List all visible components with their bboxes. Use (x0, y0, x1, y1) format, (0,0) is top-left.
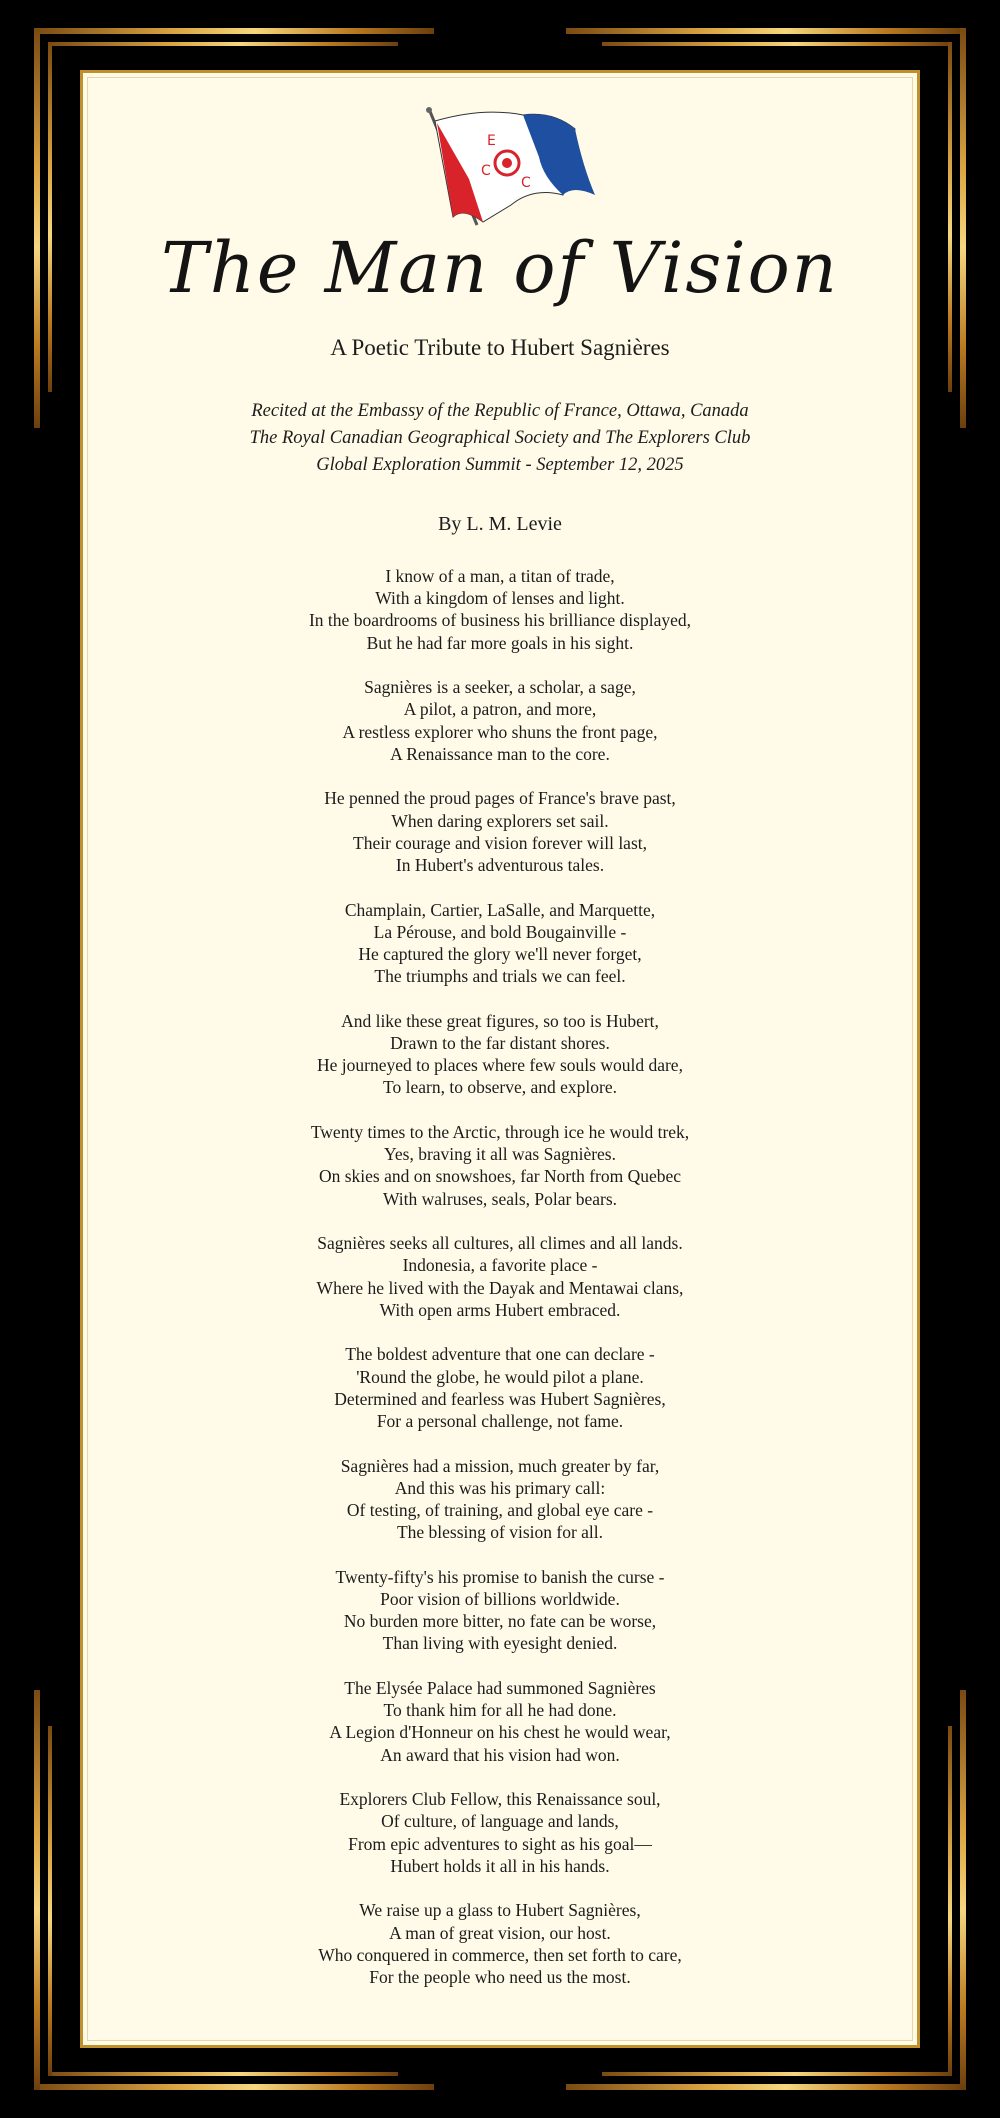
poem-stanza (83, 565, 917, 654)
poem-line: Twenty-fifty's his promise to banish the curse - (335, 1566, 665, 1587)
gold-line (602, 42, 952, 46)
explorers-club-flag-icon (423, 107, 603, 227)
author-byline: By L. M. Levie (438, 513, 562, 535)
poem-line: To thank him for all he had done. (383, 1700, 617, 1721)
poem-stanza (83, 787, 917, 876)
flag-pole-finial (426, 107, 432, 113)
poem-stanza (83, 1010, 917, 1099)
poem-title: The Man of Vision (161, 227, 839, 309)
poem-line: He journeyed to places where few souls would dare, (317, 1055, 683, 1076)
recital-line: Global Exploration Summit - September 12, 2025 (316, 455, 684, 475)
poem-line: Indonesia, a favorite place - (402, 1255, 598, 1276)
poem-panel (80, 70, 920, 2048)
poem-line: And like these great figures, so too is Hubert, (341, 1010, 659, 1031)
poem-stanza (83, 1899, 917, 1988)
poem-line: When daring explorers set sail. (391, 810, 609, 831)
gold-line (34, 28, 40, 428)
poem-line: For the people who need us the most. (369, 1967, 631, 1988)
gold-line (48, 42, 52, 392)
poem-line: Yes, braving it all was Sagnières. (383, 1144, 616, 1165)
poem-line: With open arms Hubert embraced. (379, 1299, 621, 1320)
poem-line: Sagnières seeks all cultures, all climes and all lands. (317, 1233, 683, 1254)
poem-body (83, 565, 917, 2011)
poem-line: Twenty times to the Arctic, through ice he would trek, (310, 1122, 690, 1143)
poem-line: In Hubert's adventurous tales. (395, 855, 605, 876)
poem-line: For a personal challenge, not fame. (376, 1411, 624, 1432)
poem-stanza (83, 1232, 917, 1321)
flag-letter-c2: C (521, 175, 531, 191)
poem-line: A man of great vision, our host. (389, 1922, 611, 1943)
poem-stanza (83, 1121, 917, 1210)
gold-line (34, 2084, 434, 2090)
poem-line: Explorers Club Fellow, this Renaissance soul, (339, 1789, 661, 1810)
gold-line (48, 42, 398, 46)
flag-letter-e: E (487, 133, 496, 149)
poem-line: With a kingdom of lenses and light. (375, 588, 625, 609)
gold-line (960, 1690, 966, 2090)
poem-line: Poor vision of billions worldwide. (380, 1589, 620, 1610)
poem-stanza (83, 1343, 917, 1432)
poem-stanza (83, 1677, 917, 1766)
poem-line: But he had far more goals in his sight. (366, 632, 634, 653)
poem-line: Hubert holds it all in his hands. (390, 1855, 610, 1876)
gold-line (948, 42, 952, 392)
poem-line: Sagnières had a mission, much greater by far, (340, 1455, 660, 1476)
poem-line: The boldest adventure that one can declare - (345, 1344, 655, 1365)
poem-line: A Renaissance man to the core. (390, 743, 610, 764)
flag-emblem-center (502, 158, 512, 168)
poem-line: Of culture, of language and lands, (381, 1811, 619, 1832)
poem-stanza (83, 1566, 917, 1655)
gold-line (48, 1726, 52, 2076)
poem-line: He penned the proud pages of France's brave past, (324, 788, 676, 809)
gold-line (34, 28, 434, 34)
poem-line: Where he lived with the Dayak and Mentawai clans, (316, 1277, 684, 1298)
poem-line: The blessing of vision for all. (396, 1522, 604, 1543)
recital-line: The Royal Canadian Geographical Society and The Explorers Club (249, 428, 751, 448)
gold-line (948, 1726, 952, 2076)
poem-line: The triumphs and trials we can feel. (374, 966, 626, 987)
poem-line: 'Round the globe, he would pilot a plane. (356, 1366, 644, 1387)
poem-stanza (83, 899, 917, 988)
gold-line (566, 2084, 966, 2090)
poem-line: To learn, to observe, and explore. (383, 1077, 617, 1098)
poem-line: Drawn to the far distant shores. (390, 1033, 610, 1054)
gold-line (602, 2072, 952, 2076)
poem-line: The Elysée Palace had summoned Sagnières (344, 1678, 656, 1699)
recital-info (83, 398, 917, 479)
poem-line: Champlain, Cartier, LaSalle, and Marquette, (344, 899, 656, 920)
poem-line: With walruses, seals, Polar bears. (382, 1188, 618, 1209)
poem-line: In the boardrooms of business his brilliance displayed, (308, 610, 691, 631)
poem-line: Than living with eyesight denied. (382, 1633, 618, 1654)
gold-line (34, 1690, 40, 2090)
poem-stanza (83, 1788, 917, 1877)
poem-line: Sagnières is a seeker, a scholar, a sage, (364, 677, 636, 698)
poem-line: An award that his vision had won. (380, 1744, 620, 1765)
poem-line: Who conquered in commerce, then set forth to care, (318, 1944, 682, 1965)
poem-line: And this was his primary call: (394, 1477, 606, 1498)
poem-line: Determined and fearless was Hubert Sagnières, (334, 1388, 666, 1409)
gold-line (960, 28, 966, 428)
poem-line: La Pérouse, and bold Bougainville - (373, 921, 627, 942)
poem-line: On skies and on snowshoes, far North from Quebec (318, 1166, 682, 1187)
poem-stanza (83, 676, 917, 765)
poem-line: A restless explorer who shuns the front page, (342, 721, 658, 742)
flag-letter-c1: C (481, 163, 491, 179)
poem-line: From epic adventures to sight as his goal— (348, 1833, 652, 1854)
poem-line: Their courage and vision forever will last, (353, 832, 647, 853)
poem-subtitle: A Poetic Tribute to Hubert Sagnières (330, 335, 670, 360)
poem-line: No burden more bitter, no fate can be worse, (343, 1611, 657, 1632)
poem-line: Of testing, of training, and global eye care - (346, 1500, 654, 1521)
poem-line: A Legion d'Honneur on his chest he would wear, (329, 1722, 671, 1743)
gold-line (566, 28, 966, 34)
poem-line: I know of a man, a titan of trade, (385, 566, 615, 586)
poem-stanza (83, 1455, 917, 1544)
poem-line: He captured the glory we'll never forget, (358, 944, 642, 965)
recital-line: Recited at the Embassy of the Republic of France, Ottawa, Canada (251, 401, 749, 421)
poem-line: A pilot, a patron, and more, (403, 699, 597, 720)
gold-line (48, 2072, 398, 2076)
poem-line: We raise up a glass to Hubert Sagnières, (359, 1900, 641, 1921)
